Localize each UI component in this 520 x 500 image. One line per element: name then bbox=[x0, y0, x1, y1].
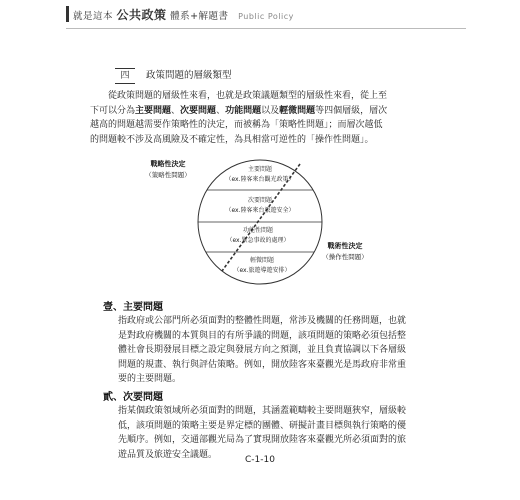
section-title: 政策問題的層級類型 bbox=[146, 70, 232, 81]
level-3-example: （ex.緊急事故的處理） bbox=[226, 237, 290, 244]
subheading-secondary-problem: 貳、次要問題 bbox=[103, 392, 163, 403]
strategic-label: 戰略性決定 bbox=[150, 160, 186, 168]
level-1-example: （ex.陸客來台觀光政策） bbox=[225, 176, 295, 183]
page-number: C-1-10 bbox=[245, 455, 275, 465]
main-problem-paragraph bbox=[118, 314, 414, 387]
secondary-problem-paragraph bbox=[118, 404, 414, 462]
sub1-line-5: 要的主要問題。 bbox=[118, 374, 182, 384]
intro-line-2: 下可以分為主要問題、次要問題、功能問題以及輕微問題等四個層級，層次 bbox=[90, 105, 388, 116]
sub2-line-4: 遊品質及旅遊安全議題。 bbox=[118, 449, 218, 460]
header-english: Public Policy bbox=[238, 12, 294, 21]
sub1-line-3: 體社會長期發展目標之設定與發展方向之預測，並且負責協調以下各層級 bbox=[118, 345, 407, 355]
intro-line-3: 越高的問題越需要作策略性的決定，而被稱為「策略性問題」；而層次越低 bbox=[90, 120, 383, 130]
strategic-sublabel: （策略性問題） bbox=[145, 171, 191, 179]
level-2-name: 次要問題 bbox=[247, 197, 273, 204]
level-4-example: （ex.旅遊導遊安排） bbox=[233, 267, 291, 274]
level-2-example: （ex.陸客來台旅遊安全） bbox=[225, 207, 295, 214]
sub1-line-1: 指政府或公部門所必須面對的整體性問題，常涉及機關的任務問題，也就 bbox=[118, 316, 407, 326]
tactical-label: 戰術性決定 bbox=[327, 242, 363, 250]
sub2-line-2: 低，該項問題的策略主要是界定標的團體、研擬計畫目標與執行策略的優 bbox=[118, 420, 407, 431]
section-number: 四 bbox=[115, 68, 135, 84]
intro-line-4: 的問題較不涉及高風險及不確定性，為具相當可逆性的「操作性問題」。 bbox=[90, 134, 374, 145]
header-part1: 就是這本 bbox=[73, 11, 114, 22]
sub2-line-3: 先順序。例如，交通部觀光局為了實現開放陸客來臺觀光所必須面對的旅 bbox=[118, 435, 407, 445]
level-1-name: 主要問題 bbox=[247, 166, 273, 173]
header-part2: 公共政策 bbox=[116, 8, 167, 22]
subheading-main-problem: 壹、主要問題 bbox=[103, 302, 163, 313]
sub2-line-1: 指某個政策領域所必須面對的問題，其涵蓋範疇較主要問題狹窄，層級較 bbox=[118, 406, 407, 416]
sub1-line-4: 問題的規畫、執行與評估策略。例如，開放陸客來臺觀光是馬政府非常重 bbox=[118, 359, 407, 370]
level-4-name: 輕微問題 bbox=[249, 257, 275, 264]
level-3-name: 功能性問題 bbox=[242, 227, 274, 234]
sub1-line-2: 是對政府機關的本質與目的有所爭議的問題，該項問題的策略必須包括整 bbox=[118, 330, 407, 341]
tactical-sublabel: （操作性問題） bbox=[322, 253, 368, 261]
header-part3: 體系+解題書 bbox=[170, 11, 229, 22]
intro-line-1: 從政策問題的層級性來看，也就是政策議題類型的層級性來看，從上至 bbox=[108, 91, 388, 101]
